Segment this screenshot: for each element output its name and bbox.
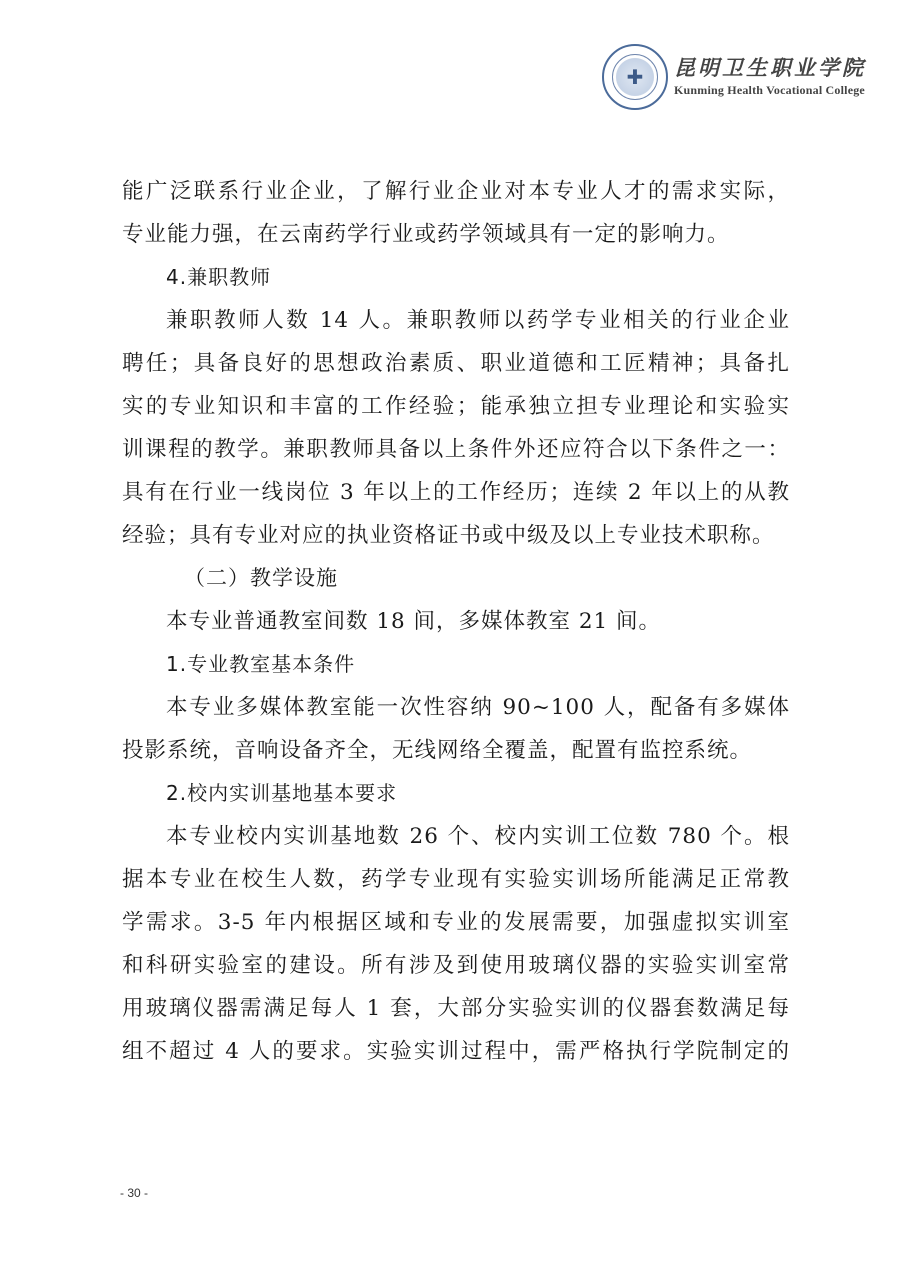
paragraph-line: 具有在行业一线岗位 3 年以上的工作经历；连续 2 年以上的从教 — [122, 480, 790, 505]
page-number: - 30 - — [120, 1186, 149, 1200]
paragraph-line: 训课程的教学。兼职教师具备以上条件外还应符合以下条件之一： — [122, 437, 790, 462]
paragraph-line: 实的专业知识和丰富的工作经验；能承独立担专业理论和实验实 — [122, 394, 790, 419]
paragraph-line: 本专业普通教室间数 18 间，多媒体教室 21 间。 — [166, 609, 662, 634]
document-body — [122, 170, 790, 1073]
paragraph-line: 聘任；具备良好的思想政治素质、职业道德和工匠精神；具备扎 — [122, 351, 790, 376]
paragraph-line: 据本专业在校生人数，药学专业现有实验实训场所能满足正常教 — [122, 867, 790, 892]
paragraph-line: 专业能力强，在云南药学行业或药学领域具有一定的影响力。 — [122, 222, 730, 247]
paragraph-line: 能广泛联系行业企业，了解行业企业对本专业人才的需求实际， — [122, 179, 790, 204]
paragraph-line: 投影系统，音响设备齐全，无线网络全覆盖，配置有监控系统。 — [122, 738, 753, 763]
college-brand — [674, 56, 866, 98]
college-name-cn: 昆明卫生职业学院 — [674, 54, 866, 80]
paragraph-line: 本专业多媒体教室能一次性容纳 90~100 人，配备有多媒体 — [166, 695, 790, 720]
page-header — [602, 44, 866, 110]
section-heading: 1.专业教室基本条件 — [166, 652, 356, 676]
paragraph-line: 本专业校内实训基地数 26 个、校内实训工位数 780 个。根 — [166, 824, 790, 849]
section-heading: 2.校内实训基地基本要求 — [166, 781, 398, 805]
paragraph-line: 学需求。3-5 年内根据区域和专业的发展需要，加强虚拟实训室 — [122, 910, 790, 935]
paragraph-line: 用玻璃仪器需满足每人 1 套，大部分实验实训的仪器套数满足每 — [122, 996, 790, 1021]
paragraph-line: 经验；具有专业对应的执业资格证书或中级及以上专业技术职称。 — [122, 523, 775, 548]
section-heading: （二）教学设施 — [184, 566, 338, 590]
section-heading: 4.兼职教师 — [166, 265, 272, 289]
paragraph-line: 和科研实验室的建设。所有涉及到使用玻璃仪器的实验实训室常 — [122, 953, 790, 978]
college-seal-icon: ✚ — [602, 44, 668, 110]
paragraph-line: 组不超过 4 人的要求。实验实训过程中，需严格执行学院制定的 — [122, 1039, 790, 1064]
college-name-en: Kunming Health Vocational College — [674, 83, 865, 98]
paragraph-line: 兼职教师人数 14 人。兼职教师以药学专业相关的行业企业 — [166, 308, 790, 333]
